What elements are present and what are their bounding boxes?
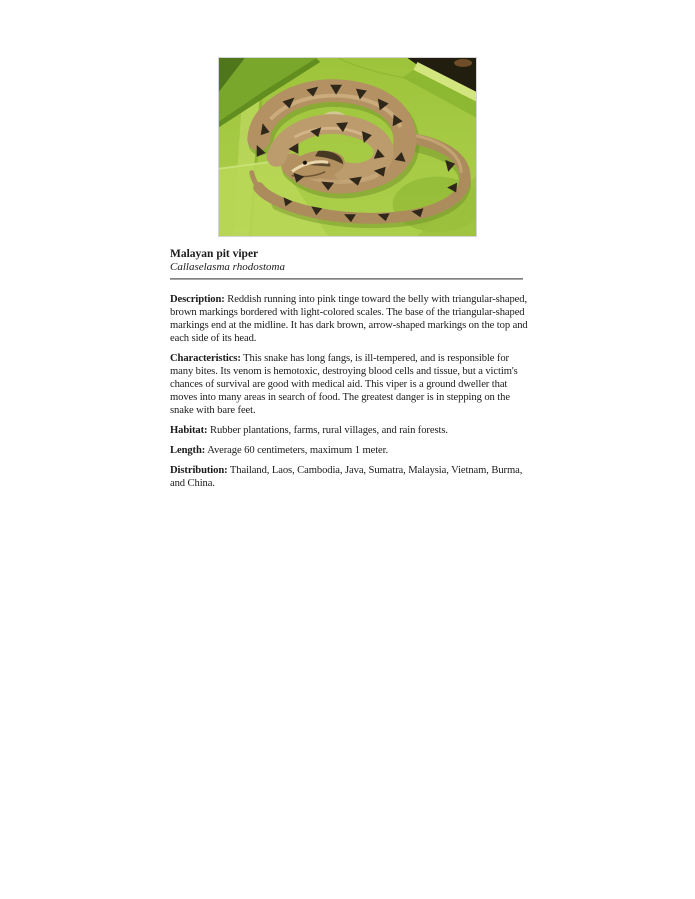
length-label: Length: <box>170 445 206 456</box>
distribution-label: Distribution: <box>170 465 228 476</box>
species-common-name: Malayan pit viper <box>170 248 259 260</box>
description-text: Reddish running into pink tinge toward the belly with triangular-shaped, brown markings bordered with light-colored scales. The base of the triangular-shaped markings end at the midline. It has dark brown, arrow-shaped markings on the top and each side of its head. <box>170 294 528 344</box>
habitat-label: Habitat: <box>170 425 208 436</box>
distribution-section <box>170 464 532 490</box>
distribution-text: Thailand, Laos, Cambodia, Java, Sumatra, Malaysia, Vietnam, Burma, and China. <box>170 465 523 489</box>
snake-photo-illustration <box>219 58 476 236</box>
characteristics-label: Characteristics: <box>170 353 241 364</box>
title-divider-rule <box>170 278 523 280</box>
characteristics-text: This snake has long fangs, is ill-tempered, and is responsible for many bites. Its venom is hemotoxic, destroying blood cells and tissue, but a victim's chances of survival are good with medical aid. This viper is a ground dweller that moves into many areas in search of food. The greatest danger is in stepping on the snake with bare feet. <box>170 353 518 416</box>
species-scientific-name: Callaselasma rhodostoma <box>170 261 286 273</box>
description-section <box>170 293 532 345</box>
habitat-section <box>170 424 532 437</box>
title-block <box>170 248 523 280</box>
snake-photo <box>218 57 477 237</box>
length-section <box>170 444 532 457</box>
characteristics-section <box>170 352 532 417</box>
description-label: Description: <box>170 294 225 305</box>
species-details <box>170 293 532 497</box>
habitat-text: Rubber plantations, farms, rural villages, and rain forests. <box>210 425 448 436</box>
length-text: Average 60 centimeters, maximum 1 meter. <box>207 445 389 456</box>
